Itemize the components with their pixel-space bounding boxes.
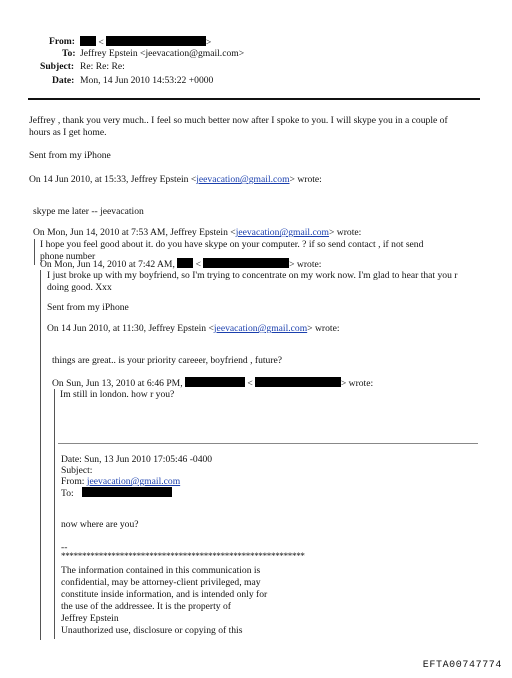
quote-header-text: > wrote:	[307, 323, 340, 334]
redaction-box	[177, 258, 193, 268]
quote-bar	[40, 270, 41, 640]
bates-number: EFTA00747774	[422, 660, 502, 671]
inner-to	[61, 487, 172, 499]
email-link[interactable]: jeevacation@gmail.com	[213, 323, 308, 334]
inner-to-label: To:	[61, 488, 74, 499]
quote-header-text: On 14 Jun 2010, at 15:33, Jeffrey Epstein <	[29, 174, 197, 185]
redaction-box	[255, 377, 341, 387]
quote-bar	[34, 239, 35, 265]
quote-header-text: On Sun, Jun 13, 2010 at 6:46 PM,	[52, 378, 183, 389]
message-line: I hope you feel good about it. do you have skype on your computer. ? if so send contact , if not send	[40, 239, 424, 250]
disclaimer-line: Jeffrey Epstein	[61, 613, 119, 624]
header-divider	[28, 98, 480, 100]
subject-label: Subject:	[40, 61, 75, 72]
redaction-box	[80, 36, 96, 46]
quote-header-text: <	[247, 378, 253, 389]
message-line: hours as I get home.	[29, 127, 107, 138]
to-label: To:	[62, 48, 76, 59]
quote-header-text: > wrote:	[289, 174, 322, 185]
message-line: Im still in london. how r you?	[60, 389, 175, 400]
date-value: Mon, 14 Jun 2010 14:53:22 +0000	[80, 75, 214, 86]
quote-header	[29, 174, 322, 185]
quote-header-text: On Mon, Jun 14, 2010 at 7:53 AM, Jeffrey Epstein <	[33, 227, 236, 238]
from-close-bracket: >	[205, 37, 212, 48]
signature-stars: **********************************************************	[61, 551, 305, 561]
to-value: Jeffrey Epstein <jeevacation@gmail.com>	[80, 48, 245, 59]
email-link[interactable]: jeevacation@gmail.com	[86, 476, 181, 487]
message-line: phone number	[40, 251, 96, 262]
message-line: now where are you?	[61, 519, 139, 530]
quote-header-text: On 14 Jun 2010, at 11:30, Jeffrey Epstein <	[47, 323, 214, 334]
inner-subject: Subject:	[61, 465, 93, 476]
disclaimer-line: the use of the addressee. It is the property of	[61, 601, 231, 612]
disclaimer-line: constitute inside information, and is intended only for	[61, 589, 268, 600]
disclaimer-line: The information contained in this communication is	[61, 565, 261, 576]
quote-bar	[54, 389, 55, 639]
quote-header-text: <	[195, 259, 202, 270]
redaction-box	[106, 36, 206, 46]
sent-from-iphone: Sent from my iPhone	[47, 302, 129, 313]
quote-header	[40, 258, 321, 270]
from-open-bracket: <	[98, 37, 104, 48]
sent-from-iphone: Sent from my iPhone	[29, 150, 111, 161]
message-line: skype me later -- jeevacation	[33, 206, 144, 217]
disclaimer-line: confidential, may be attorney-client privileged, may	[61, 577, 261, 588]
redaction-box	[185, 377, 245, 387]
message-line: Jeffrey , thank you very much.. I feel so much better now after I spoke to you. I will skype you in a couple of	[29, 115, 448, 126]
email-link[interactable]: jeevacation@gmail.com	[196, 174, 290, 185]
message-line: I just broke up with my boyfriend, so I'm trying to concentrate on my work now. I'm glad to hear that you r	[47, 270, 458, 281]
quote-header-text: > wrote:	[328, 227, 362, 238]
date-label: Date:	[52, 75, 75, 86]
quote-header	[47, 323, 340, 334]
inner-from-label: From:	[61, 476, 85, 487]
quote-header-text: On Mon, Jun 14, 2010 at 7:42 AM,	[40, 259, 175, 270]
disclaimer-line: Unauthorized use, disclosure or copying of this	[61, 625, 243, 636]
quote-divider	[58, 443, 478, 444]
inner-date: Date: Sun, 13 Jun 2010 17:05:46 -0400	[61, 454, 213, 465]
redaction-box	[82, 487, 172, 497]
email-link[interactable]: jeevacation@gmail.com	[235, 227, 329, 238]
quote-header-text: > wrote:	[289, 259, 322, 270]
quote-header	[52, 377, 373, 389]
quote-header	[33, 227, 361, 238]
redaction-box	[203, 258, 289, 268]
subject-value: Re: Re: Re:	[80, 61, 125, 72]
quote-header-text: > wrote:	[340, 378, 374, 389]
from-value	[80, 36, 211, 48]
message-line: things are great.. is your priority careeer, boyfriend , future?	[52, 355, 283, 366]
inner-from	[61, 476, 180, 487]
message-line: doing good. Xxx	[47, 282, 112, 293]
from-label: From:	[49, 36, 75, 47]
signature-dash: --	[61, 542, 68, 553]
